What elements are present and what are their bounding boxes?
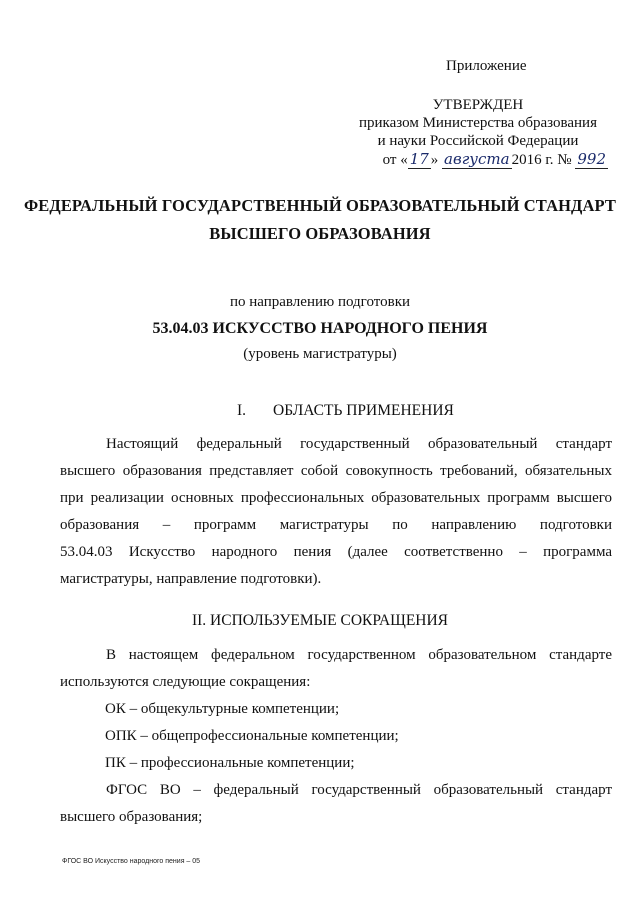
appendix-label: Приложение xyxy=(446,58,527,74)
order-mid: » xyxy=(430,152,439,168)
order-prefix: от « xyxy=(382,152,408,168)
order-line-2: и науки Российской Федерации xyxy=(377,133,579,149)
paragraph-line: высшего образования представляет собой совокупность требований, обязательных xyxy=(60,463,612,479)
paragraph-line: используются следующие сокращения: xyxy=(60,674,311,690)
paragraph-line: В настоящем федеральном государственном образовательном стандарте xyxy=(106,647,612,663)
order-day-handwritten: 17 xyxy=(409,150,429,168)
section-2-heading: II. ИСПОЛЬЗУЕМЫЕ СОКРАЩЕНИЯ xyxy=(191,612,449,629)
direction-label: по направлению подготовки xyxy=(229,294,411,310)
section-2-last-item xyxy=(60,777,612,831)
paragraph-line: образования – программ магистратуры по направлению подготовки xyxy=(60,517,612,533)
list-item: ОК – общекультурные компетенции; xyxy=(105,701,340,717)
order-year: 2016 г. № xyxy=(511,152,572,168)
paragraph-line: при реализации основных профессиональных образовательных программ высшего xyxy=(60,490,612,506)
document-title-line-1: ФЕДЕРАЛЬНЫЙ ГОСУДАРСТВЕННЫЙ ОБРАЗОВАТЕЛЬНЫЙ СТАНДАРТ xyxy=(24,196,616,215)
document-title-line-2: ВЫСШЕГО ОБРАЗОВАНИЯ xyxy=(209,224,431,243)
list-item: ОПК – общепрофессиональные компетенции; xyxy=(105,728,399,744)
section-1-title: ОБЛАСТЬ ПРИМЕНЕНИЯ xyxy=(273,402,454,419)
section-1-paragraph xyxy=(60,431,612,593)
order-month-handwritten: августа xyxy=(444,150,510,168)
approved-label: УТВЕРЖДЕН xyxy=(432,97,524,113)
paragraph-line: высшего образования; xyxy=(60,809,203,825)
education-level: (уровень магистратуры) xyxy=(243,346,397,362)
order-line-1: приказом Министерства образования xyxy=(359,115,597,131)
paragraph-line: Настоящий федеральный государственный образовательный стандарт xyxy=(106,436,612,452)
paragraph-line: магистратуры, направление подготовки). xyxy=(60,571,322,587)
paragraph-line: 53.04.03 Искусство народного пения (далее соответственно – программа xyxy=(60,544,612,560)
order-number-handwritten: 992 xyxy=(577,150,606,168)
list-item: ПК – профессиональные компетенции; xyxy=(105,755,355,771)
section-2-intro xyxy=(60,642,612,696)
direction-code-name: 53.04.03 ИСКУССТВО НАРОДНОГО ПЕНИЯ xyxy=(152,320,488,337)
section-1-heading xyxy=(237,402,454,420)
paragraph-line: ФГОС ВО – федеральный государственный образовательный стандарт xyxy=(106,782,612,798)
approval-block xyxy=(344,96,612,169)
section-1-number: I. xyxy=(237,402,247,419)
abbreviations-list xyxy=(105,696,399,777)
page-footer: ФГОС ВО Искусство народного пения – 05 xyxy=(62,858,201,865)
order-date-line xyxy=(344,150,612,169)
